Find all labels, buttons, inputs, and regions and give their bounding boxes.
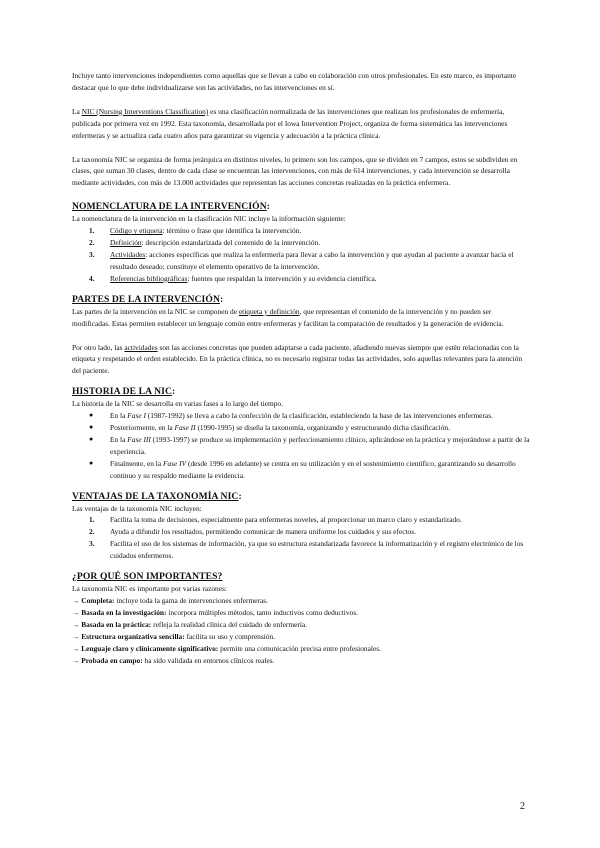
bullet-icon: ● <box>89 423 94 432</box>
historia-item: ● Finalmente, en la Fase IV (desde 1996 en adelante) se centra en su utilización y en el sostenimiento científico, garantizando su desarrollo continuo y su respaldo mediante la evidencia. <box>89 458 516 480</box>
arrow-icon: → <box>72 655 80 665</box>
importantes-item: → Basada en la investigación: incorpora múltiples métodos, tanto inductivos como deductivos. <box>72 607 358 617</box>
nomenclatura-item: 2. Definición: descripción estandarizada del contenido de la intervención. <box>89 238 321 248</box>
importantes-heading: ¿POR QUÉ SON IMPORTANTES? <box>72 571 223 583</box>
bullet-icon: ● <box>89 458 94 467</box>
importantes-list <box>72 595 530 666</box>
importantes-item: → Probada en campo: ha sido validada en entornos clínicos reales. <box>72 655 275 665</box>
ventajas-item: 2. Ayuda a difundir los resultados, permitiendo comunicar de manera uniforme los cuidados y sus efectos. <box>89 527 416 537</box>
arrow-icon: → <box>72 619 80 629</box>
importantes-intro: La taxonomía NIC es importante por varias razones: <box>72 584 227 594</box>
historia-item: ● Posteriormente, en la Fase II (1990-1995) se diseña la taxonomía, organizando y estructurando dicha clasificación. <box>89 423 450 433</box>
partes-paragraph-1: Las partes de la intervención en la NIC se componen de etiqueta y definición, que representan el contenido de la intervención y no pueden ser modificadas. Estas permiten establecer un lenguaje común entre enfermeras y facilitan la comparación de resultados y la generación de evidencia. <box>72 306 504 328</box>
arrow-icon: → <box>72 596 80 605</box>
historia-item: ● En la Fase III (1993-1997) se produce su implementación y perfeccionamiento clínico, aplicándose en la práctica y mejorándose a partir de la experiencia. <box>89 434 530 456</box>
importantes-item: → Completa: incluye toda la gama de intervenciones enfermeras. <box>72 596 269 605</box>
page-number: 2 <box>520 801 525 812</box>
arrow-icon: → <box>72 607 80 617</box>
partes-paragraph-2: Por otro lado, las actividades son las acciones concretas que pueden adaptarse a cada paciente, añadiendo nuevas siempre que estén relacionadas con la etiqueta y respetando el orden establecido. En la práctica clínica, no es necesario registrar todas las actividades, solo aquellas relevantes para la atención del paciente. <box>72 342 523 376</box>
partes-heading: PARTES DE LA INTERVENCIÓN: <box>72 293 224 305</box>
ventajas-item: 1. Facilita la toma de decisiones, especialmente para enfermeras noveles, al proporcionar un marco claro y estandarizado. <box>89 515 462 525</box>
importantes-item: → Lenguaje claro y clínicamente significativo: permite una comunicación precisa entre profesionales. <box>72 643 381 653</box>
intro-paragraph-1: Incluye tanto intervenciones independientes como aquellas que se llevan a cabo en colaboración con otros profesionales. En este marco, es importante destacar que lo que debe individualizarse son las actividades, no las intervenciones en sí. <box>72 71 517 92</box>
arrow-icon: → <box>72 631 80 641</box>
historia-item: ● En la Fase I (1987-1992) se lleva a cabo la confección de la clasificación, estableciendo la base de las intervenciones enfermeras. <box>89 411 493 421</box>
ventajas-intro: Las ventajas de la taxonomía NIC incluyen: <box>72 503 202 513</box>
nomenclatura-list <box>72 225 530 285</box>
intro-paragraph-3: La taxonomía NIC se organiza de forma jerárquica en distintos niveles, lo primero son los campos, que se dividen en 7 campos, estos se subdividen en clases, que suman 30 clases, dentro de cada clase se encuentran las intervenciones, con más de 614 intervenciones, y cada intervención se desarrolla mediante actividades, con más de 13.000 actividades que representan las acciones concretas realizadas en la práctica enfermera. <box>72 154 518 188</box>
historia-intro: La historia de la NIC se desarrolla en varias fases a lo largo del tiempo. <box>72 399 284 409</box>
nomenclatura-item: 3. Actividades: acciones específicas que realiza la enfermería para llevar a cabo la intervención y que ayudan al paciente a avanzar hacia el resultado deseado; constituye el elemento operativo de la intervención. <box>89 249 514 271</box>
bullet-icon: ● <box>89 434 94 443</box>
ventajas-item: 3. Facilita el uso de los sistemas de información, ya que su estructura estandarizada favorece la informatización y el registro electrónico de los cuidados enfermeros. <box>89 539 524 561</box>
bullet-icon: ● <box>89 411 94 420</box>
nomenclatura-heading: NOMENCLATURA DE LA INTERVENCIÓN: <box>72 201 271 213</box>
importantes-item: → Estructura organizativa sencilla: facilita su uso y comprensión. <box>72 631 276 641</box>
nomenclatura-item: 4. Referencias bibliográficas: fuentes que respaldan la intervención y su evidencia científica. <box>89 273 377 283</box>
ventajas-heading: VENTAJAS DE LA TAXONOMÍA NIC: <box>72 490 242 502</box>
intro-p2-rest: es una clasificación normalizada de las intervenciones que realizan los profesionales de enfermería, publicada por primera vez en 1992. Esta taxonomía, desarrollada por el Iowa Intervention Project, organiza de forma sistemática las intervenciones enfermeras y se actualiza cada cuatro años para garantizar su vigencia y adecuación a la práctica clínica. <box>72 106 508 140</box>
nomenclatura-item: 1. Código y etiqueta: término o frase que identifica la intervención. <box>89 226 302 236</box>
importantes-item: → Basada en la práctica: refleja la realidad clínica del cuidado de enfermería. <box>72 619 307 629</box>
document-page <box>72 70 530 666</box>
arrow-icon: → <box>72 643 80 653</box>
historia-heading: HISTORIA DE LA NIC: <box>72 386 176 398</box>
nic-term-link: NIC (Nursing Interventions Classification) <box>81 106 209 116</box>
nomenclatura-intro: La nomenclatura de la intervención en la clasificación NIC incluye la información siguiente: <box>72 214 346 224</box>
intro-p2-prefix: La <box>72 106 82 116</box>
intro-paragraph-2 <box>72 106 530 142</box>
ventajas-list <box>72 514 530 562</box>
historia-list <box>72 410 530 481</box>
